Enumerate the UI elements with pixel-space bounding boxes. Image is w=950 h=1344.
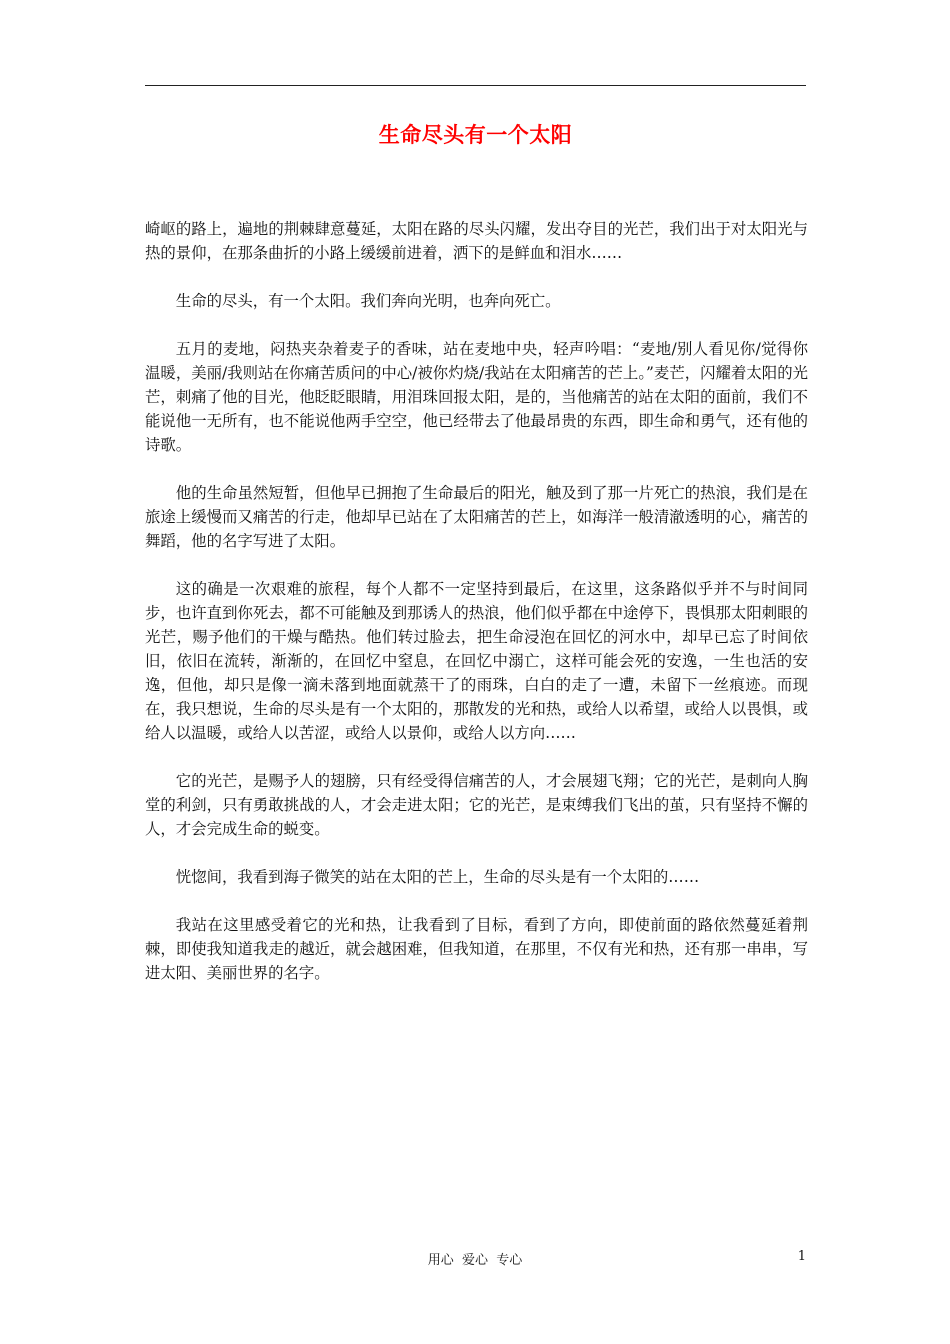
paragraph-7: 恍惚间，我看到海子微笑的站在太阳的芒上，生命的尽头是有一个太阳的…… [175, 868, 700, 886]
paragraph-1: 崎岖的路上，遍地的荆棘肆意蔓延，太阳在路的尽头闪耀，发出夺目的光芒，我们出于对太阳光与热的景仰，在那条曲折的小路上缓缓前进着，洒下的是鲜血和泪水…… [145, 220, 808, 262]
article-title: 生命尽头有一个太阳 [378, 122, 573, 147]
paragraph-2: 生命的尽头，有一个太阳。我们奔向光明，也奔向死亡。 [175, 292, 561, 310]
paragraph-8: 我站在这里感受着它的光和热，让我看到了目标，看到了方向，即使前面的路依然蔓延着荆棘，即使我知道我走的越近，就会越困难，但我知道，在那里，不仅有光和热，还有那一串串，写进太阳、美丽世界的名字。 [145, 916, 808, 982]
paragraph-5: 这的确是一次艰难的旅程，每个人都不一定坚持到最后，在这里，这条路似乎并不与时间同步，也许直到你死去，都不可能触及到那诱人的热浪，他们似乎都在中途停下，畏惧那太阳刺眼的光芒，赐予他们的干燥与酷热。他们转过脸去，把生命浸泡在回忆的河水中，却早已忘了时间依旧，依旧在流转，渐渐的，在回忆中窒息，在回忆中溺亡，这样可能会死的安逸，一生也活的安逸，但他，却只是像一滴未落到地面就蒸干了的雨珠，白白的走了一遭，未留下一丝痕迹。而现在，我只想说，生命的尽头是有一个太阳的，那散发的光和热，或给人以希望，或给人以畏惧，或给人以温暖，或给人以苦涩，或给人以景仰，或给人以方向…… [145, 580, 808, 742]
page-number: 1 [797, 1249, 806, 1264]
paragraph-4: 他的生命虽然短暂，但他早已拥抱了生命最后的阳光，触及到了那一片死亡的热浪，我们是在旅途上缓慢而又痛苦的行走，他却早已站在了太阳痛苦的芒上，如海洋一般清澈透明的心，痛苦的舞蹈，他的名字写进了太阳。 [145, 484, 808, 550]
header-rule [145, 85, 806, 86]
paragraph-3: 五月的麦地，闷热夹杂着麦子的香味，站在麦地中央，轻声吟唱：“麦地/别人看见你/觉得你温暖，美丽/我则站在你痛苦质问的中心/被你灼烧/我站在太阳痛苦的芒上。”麦芒，闪耀着太阳的光芒，刺痛了他的目光，他眨眨眼睛，用泪珠回报太阳，是的，当他痛苦的站在太阳的面前，我们不能说他一无所有，也不能说他两手空空，他已经带去了他最昂贵的东西，即生命和勇气，还有他的诗歌。 [145, 340, 808, 454]
paragraph-6: 它的光芒，是赐予人的翅膀，只有经受得信痛苦的人，才会展翅飞翔；它的光芒，是刺向人胸堂的利剑，只有勇敢挑战的人，才会走进太阳；它的光芒，是束缚我们飞出的茧，只有坚持不懈的人，才会完成生命的蜕变。 [145, 772, 808, 838]
footer-motto: 用心 爱心 专心 [427, 1253, 523, 1268]
article-body [145, 217, 808, 1009]
